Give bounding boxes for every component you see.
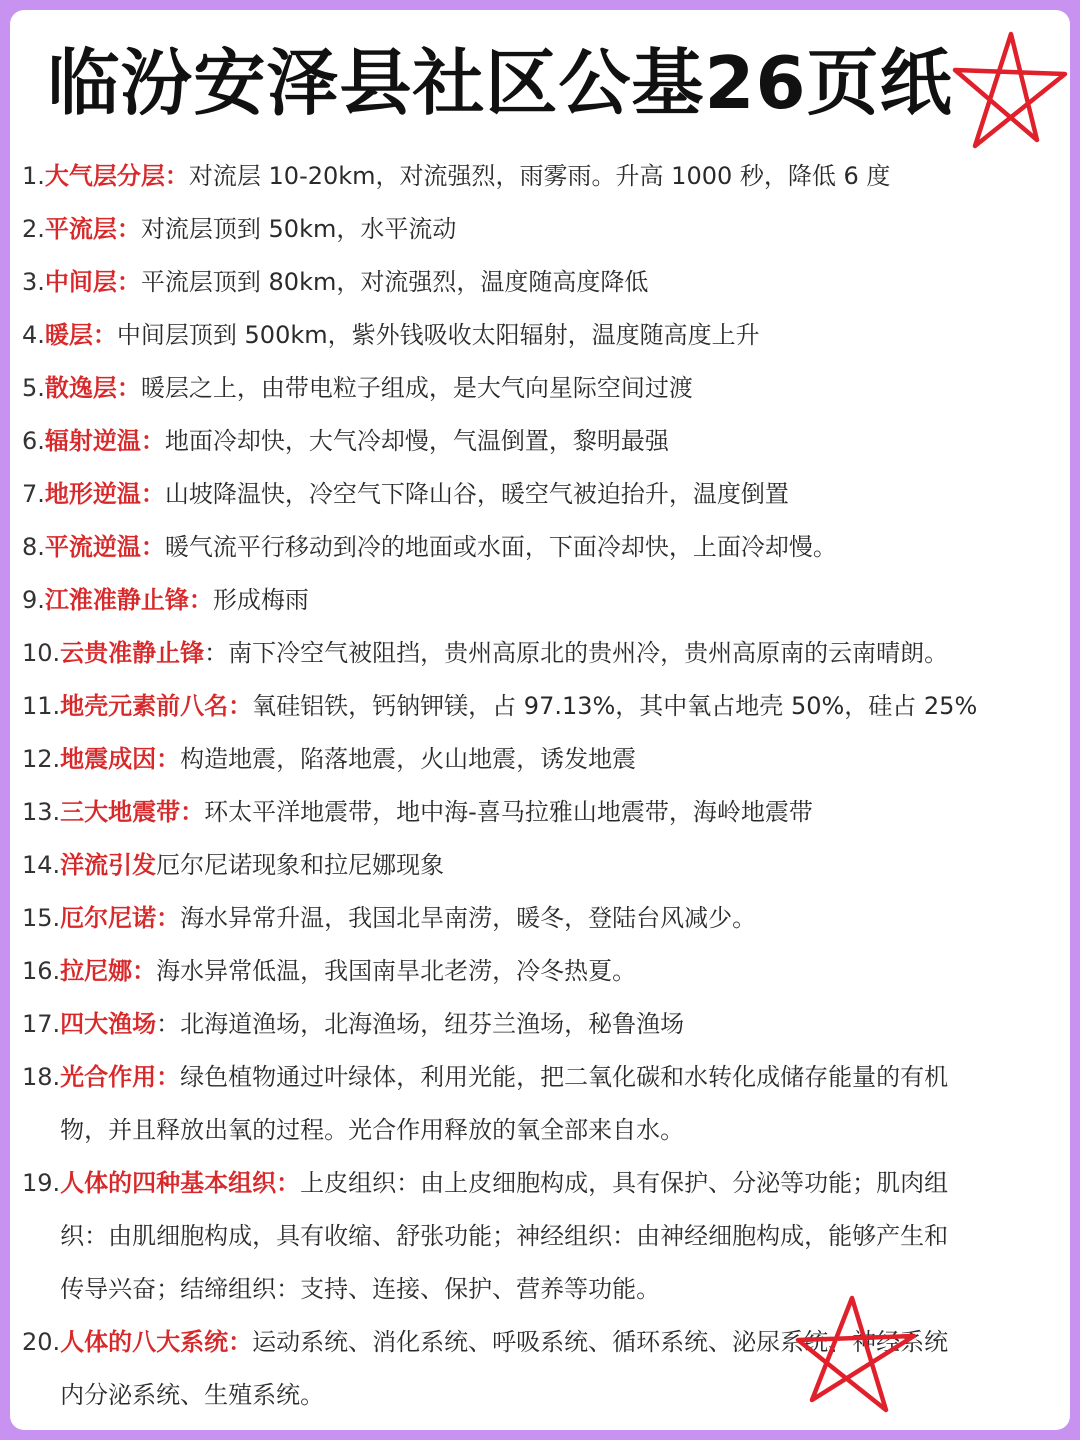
- item-content: [60, 839, 1070, 892]
- item-term: 散逸层：: [44, 374, 141, 402]
- item-text: 形成梅雨: [212, 586, 309, 614]
- item-text: 环太平洋地震带，地中海-喜马拉雅山地震带，海岭地震带: [204, 798, 813, 826]
- item-line: [45, 256, 1070, 309]
- item-number: 13.: [22, 798, 61, 826]
- item-term: 人体的八大系统：: [60, 1328, 253, 1356]
- item-number: 6.: [22, 427, 45, 455]
- list-item: [22, 150, 1070, 203]
- item-term: 四大渔场: [60, 1010, 157, 1038]
- item-text: 物，并且释放出氧的过程。光合作用释放的氧全部来自水。: [60, 1116, 685, 1144]
- item-number: 18.: [22, 1063, 61, 1091]
- item-line: [60, 1104, 1070, 1157]
- item-content: [60, 892, 1070, 945]
- item-line: [60, 1051, 1070, 1104]
- item-line: [60, 786, 1070, 839]
- item-number: 16.: [22, 957, 61, 985]
- item-term: 平流层：: [44, 215, 141, 243]
- item-text: 暖气流平行移动到冷的地面或水面，下面冷却快，上面冷却慢。: [164, 533, 837, 561]
- item-line: [45, 150, 1070, 203]
- item-number: 11.: [22, 692, 61, 720]
- item-term: 暖层：: [44, 321, 117, 349]
- item-content: [45, 362, 1070, 415]
- item-line: [45, 574, 1070, 627]
- item-line: [45, 203, 1070, 256]
- item-term: 中间层：: [44, 268, 141, 296]
- item-term: 地壳元素前八名：: [60, 692, 253, 720]
- item-text: ：北海道渔场，北海渔场，纽芬兰渔场，秘鲁渔场: [156, 1010, 685, 1038]
- item-number: 4.: [22, 321, 45, 349]
- item-text: 上皮组织：由上皮细胞构成，具有保护、分泌等功能；肌肉组: [300, 1169, 949, 1197]
- item-number: 2.: [22, 215, 45, 243]
- item-line: [45, 362, 1070, 415]
- item-number: 3.: [22, 268, 45, 296]
- item-text: 内分泌系统、生殖系统。: [60, 1381, 325, 1409]
- item-line: [60, 1157, 1070, 1210]
- item-term: 人体的四种基本组织：: [60, 1169, 301, 1197]
- list-item: [22, 574, 1070, 627]
- list-item: [22, 733, 1070, 786]
- item-number: 17.: [22, 1010, 61, 1038]
- item-term: 光合作用：: [60, 1063, 181, 1091]
- item-number: 10.: [22, 639, 61, 667]
- item-text: 山坡降温快，冷空气下降山谷，暖空气被迫抬升，温度倒置: [164, 480, 789, 508]
- item-text: 运动系统、消化系统、呼吸系统、循环系统、泌尿系统、神经系统: [252, 1328, 949, 1356]
- item-content: [45, 468, 1070, 521]
- list-item: [22, 256, 1070, 309]
- item-term: 洋流引发: [60, 851, 157, 879]
- list-item: [22, 786, 1070, 839]
- item-text: 海水异常低温，我国南旱北老涝，冷冬热夏。: [156, 957, 637, 985]
- item-text: 绿色植物通过叶绿体，利用光能，把二氧化碳和水转化成储存能量的有机: [180, 1063, 949, 1091]
- item-number: 19.: [22, 1169, 61, 1197]
- page-title: 临汾安泽县社区公基26页纸: [47, 41, 953, 125]
- item-line: [45, 415, 1070, 468]
- list-item: [22, 1051, 1070, 1157]
- item-number: 8.: [22, 533, 45, 561]
- item-line: [60, 1210, 1070, 1263]
- list-item: [22, 892, 1070, 945]
- item-content: [45, 415, 1070, 468]
- item-text: 海水异常升温，我国北旱南涝，暖冬，登陆台风减少。: [180, 904, 757, 932]
- list-item: [22, 468, 1070, 521]
- item-term: 地形逆温：: [44, 480, 165, 508]
- item-content: [60, 1051, 1070, 1157]
- list-item: [22, 998, 1070, 1051]
- item-text: 平流层顶到 80km，对流强烈，温度随高度降低: [140, 268, 649, 296]
- item-text: ：南下冷空气被阻挡，贵州高原北的贵州冷，贵州高原南的云南晴朗。: [204, 639, 949, 667]
- item-term: 大气层分层：: [44, 162, 189, 190]
- item-term: 地震成因：: [60, 745, 181, 773]
- item-text: 氧硅铝铁，钙钠钾镁，占 97.13%，其中氧占地壳 50%，硅占 25%: [252, 692, 978, 720]
- item-text: 对流层 10-20km，对流强烈，雨雾雨。升高 1000 秒，降低 6 度: [188, 162, 891, 190]
- item-content: [60, 627, 1070, 680]
- item-content: [45, 521, 1070, 574]
- document-page: [10, 10, 1070, 1430]
- item-term: 云贵准静止锋: [60, 639, 205, 667]
- item-content: [45, 150, 1070, 203]
- item-term: 拉尼娜：: [60, 957, 157, 985]
- item-term: 辐射逆温：: [44, 427, 165, 455]
- item-number: 9.: [22, 586, 45, 614]
- item-text: 构造地震，陷落地震，火山地震，诱发地震: [180, 745, 637, 773]
- item-content: [45, 203, 1070, 256]
- list-item: [22, 945, 1070, 998]
- item-text: 传导兴奋；结缔组织：支持、连接、保护、营养等功能。: [60, 1275, 661, 1303]
- item-term: 三大地震带：: [60, 798, 205, 826]
- item-text: 地面冷却快，大气冷却慢，气温倒置，黎明最强: [164, 427, 669, 455]
- item-text: 对流层顶到 50km，水平流动: [140, 215, 457, 243]
- list-item: [22, 680, 1070, 733]
- item-content: [45, 256, 1070, 309]
- item-line: [60, 627, 1070, 680]
- list-item: [22, 627, 1070, 680]
- red-star-icon: [790, 1292, 920, 1417]
- item-line: [45, 309, 1070, 362]
- item-content: [45, 574, 1070, 627]
- item-content: [60, 733, 1070, 786]
- item-text: 厄尔尼诺现象和拉尼娜现象: [156, 851, 445, 879]
- item-text: 暖层之上，由带电粒子组成，是大气向星际空间过渡: [140, 374, 693, 402]
- item-text: 织：由肌细胞构成，具有收缩、舒张功能；神经组织：由神经细胞构成，能够产生和: [60, 1222, 949, 1250]
- red-star-icon: [945, 28, 1070, 153]
- list-item: [22, 309, 1070, 362]
- item-content: [60, 945, 1070, 998]
- list-item: [22, 362, 1070, 415]
- item-line: [45, 468, 1070, 521]
- item-number: 7.: [22, 480, 45, 508]
- item-number: 12.: [22, 745, 61, 773]
- list-item: [22, 203, 1070, 256]
- item-text: 中间层顶到 500km，紫外钱吸收太阳辐射，温度随高度上升: [116, 321, 760, 349]
- item-line: [60, 733, 1070, 786]
- item-number: 14.: [22, 851, 61, 879]
- item-line: [60, 892, 1070, 945]
- item-content: [60, 998, 1070, 1051]
- item-line: [60, 998, 1070, 1051]
- item-term: 厄尔尼诺：: [60, 904, 181, 932]
- item-number: 1.: [22, 162, 45, 190]
- item-content: [60, 680, 1070, 733]
- item-line: [60, 680, 1070, 733]
- list-item: [22, 521, 1070, 574]
- item-number: 15.: [22, 904, 61, 932]
- item-line: [60, 945, 1070, 998]
- knowledge-list: [22, 150, 1070, 1422]
- list-item: [22, 415, 1070, 468]
- item-content: [60, 786, 1070, 839]
- item-number: 5.: [22, 374, 45, 402]
- item-content: [45, 309, 1070, 362]
- item-term: 平流逆温：: [44, 533, 165, 561]
- item-line: [45, 521, 1070, 574]
- item-term: 江淮准静止锋：: [44, 586, 213, 614]
- list-item: [22, 839, 1070, 892]
- item-number: 20.: [22, 1328, 61, 1356]
- item-line: [60, 839, 1070, 892]
